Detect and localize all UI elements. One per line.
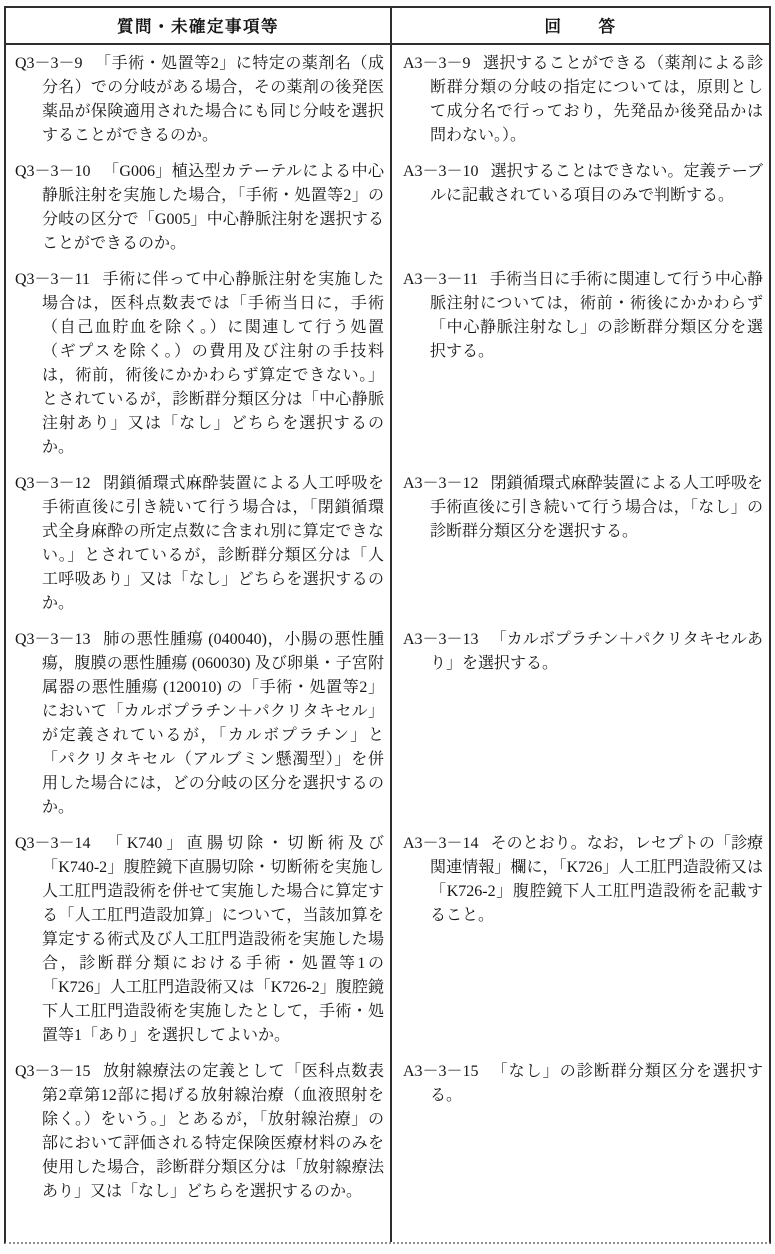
question-paragraph [15,1060,384,1204]
question-cell [6,153,392,261]
answer-number-label: A3－3－9 [403,55,471,72]
question-text: 放射線療法の定義として「医科点数表第2章第12部に掲げる放射線治療（血液照射を除く。）をいう。」とあるが，「放射線治療」の部において評価される特定保険医療材料のみを使用した場合，診断群分類区分は「放射線療法あり」又は「なし」どちらを選択するのか。 [42,1063,384,1200]
question-cell [6,45,392,153]
table-row [6,153,769,261]
question-number-label: Q3－3－9 [15,55,83,72]
answer-cell [392,621,769,825]
answer-text: 「なし」の診断群分類区分を選択する。 [430,1063,763,1104]
table-row [6,825,769,1053]
answer-text: そのとおり。なお，レセプトの「診療関連情報」欄に，「K726」人工肛門造設術又は「K726-2」腹腔鏡下人工肛門造設術を記載すること。 [430,835,763,924]
answer-number-label: A3－3－13 [403,631,479,648]
table-row [6,465,769,621]
answer-number-label: A3－3－11 [403,271,478,288]
answer-number-label: A3－3－14 [403,835,479,852]
question-cell [6,621,392,825]
answer-text: 選択することができる（薬剤による診断群分類の分岐の指定については，原則として成分名で行っており，先発品か後発品かは問わない。）。 [430,55,763,144]
question-paragraph [15,832,384,1048]
answer-number-label: A3－3－12 [403,475,479,492]
table-row [6,1053,769,1242]
answer-paragraph [403,832,763,928]
question-paragraph [15,160,384,256]
question-paragraph [15,52,384,148]
answer-cell [392,1053,769,1242]
table-row [6,621,769,825]
question-text: 「手術・処置等2」に特定の薬剤名（成分名）での分岐がある場合，その薬剤の後発医薬品が保険適用された場合にも同じ分岐を選択することができるのか。 [42,55,384,144]
table-row [6,261,769,465]
answer-text: 「カルボプラチン＋パクリタキセルあり」を選択する。 [430,631,763,672]
table-header-row [6,8,769,45]
answer-paragraph [403,1060,763,1108]
question-number-label: Q3－3－10 [15,163,91,180]
answer-text: 閉鎖循環式麻酔装置による人工呼吸を手術直後に引き続いて行う場合は，「なし」の診断群分類区分を選択する。 [430,475,763,540]
table-row [6,45,769,153]
question-paragraph [15,628,384,820]
answer-cell [392,825,769,1053]
answer-paragraph [403,52,763,148]
answer-cell [392,465,769,621]
answer-text: 手術当日に手術に関連して行う中心静脈注射については，術前・術後にかかわらず「中心静脈注射なし」の診断群分類区分を選択する。 [430,271,763,360]
answer-paragraph [403,628,763,676]
question-paragraph [15,268,384,460]
question-paragraph [15,472,384,616]
question-text: 「G006」植込型カテーテルによる中心静脈注射を実施した場合，「手術・処置等2」の分岐の区分で「G005」中心静脈注射を選択することができるのか。 [42,163,384,252]
question-cell [6,825,392,1053]
question-number-label: Q3－3－14 [15,835,91,852]
answer-paragraph [403,472,763,544]
question-cell [6,1053,392,1242]
qa-table [4,6,771,1244]
question-text: 閉鎖循環式麻酔装置による人工呼吸を手術直後に引き続いて行う場合は，「閉鎖循環式全身麻酔の所定点数に含まれ別に算定できない。」とされているが，診断群分類区分は「人工呼吸あり」又は「なし」どちらを選択するのか。 [42,475,384,612]
answer-cell [392,153,769,261]
header-answer-column: 回 答 [544,18,617,36]
answer-paragraph [403,160,763,208]
question-number-label: Q3－3－15 [15,1063,91,1080]
header-question-column: 質問・未確定事項等 [6,8,392,43]
table-body [6,45,769,1242]
question-number-label: Q3－3－13 [15,631,91,648]
answer-cell [392,45,769,153]
answer-number-label: A3－3－15 [403,1063,479,1080]
question-cell [6,261,392,465]
answer-text: 選択することはできない。定義テーブルに記載されている項目のみで判断する。 [430,163,763,204]
question-cell [6,465,392,621]
question-text: 「K740」直腸切除・切断術及び「K740-2」腹腔鏡下直腸切除・切断術を実施し人工肛門造設術を併せて実施した場合に算定する「人工肛門造設加算」について，当該加算を算定する術式及び人工肛門造設術を実施した場合，診断群分類における手術・処置等1の「K726」人工肛門造設術又は「K726-2」腹腔鏡下人工肛門造設術を実施したとして，手術・処置等1「あり」を選択してよいか。 [42,835,384,1044]
answer-paragraph [403,268,763,364]
answer-number-label: A3－3－10 [403,163,479,180]
question-number-label: Q3－3－11 [15,271,90,288]
question-text: 肺の悪性腫瘍 (040040)，小腸の悪性腫瘍，腹膜の悪性腫瘍 (060030) 及び卵巣・子宮附属器の悪性腫瘍 (120010) の「手術・処置等2」において「カルボプラチン＋パクリタキセル」が定義されているが，「カルボプラチン」と「パクリタキセル（アルブミン懸濁型）」を併用した場合には，どの分岐の区分を選択するのか。 [42,631,384,816]
answer-cell [392,261,769,465]
question-text: 手術に伴って中心静脈注射を実施した場合は，医科点数表では「手術当日に，手術（自己血貯血を除く。）に関連して行う処置（ギプスを除く。）の費用及び注射の手技料は，術前，術後にかかわらず算定できない。」とされているが，診断群分類区分は「中心静脈注射あり」又は「なし」どちらを選択するのか。 [42,271,384,456]
question-number-label: Q3－3－12 [15,475,91,492]
